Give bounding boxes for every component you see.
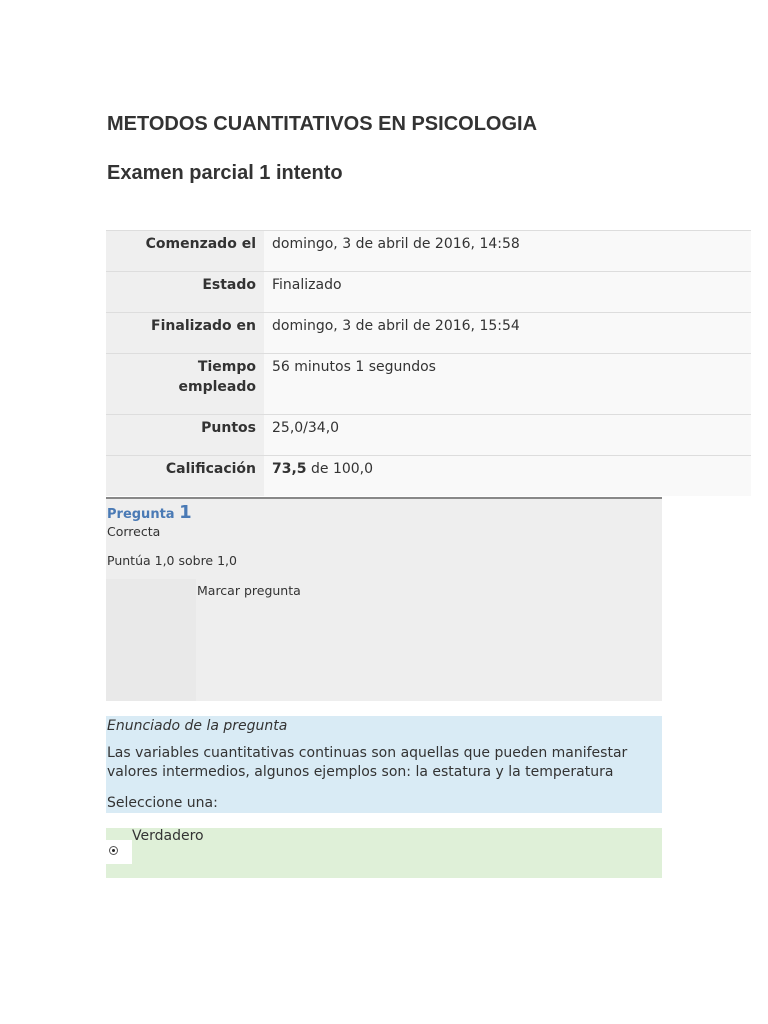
summary-label: Finalizado en: [106, 313, 264, 354]
radio-container: [106, 840, 132, 864]
statement-heading: Enunciado de la pregunta: [107, 718, 288, 734]
quiz-title: Examen parcial 1 intento: [107, 162, 343, 184]
summary-value: 25,0/34,0: [264, 415, 751, 456]
question-number-value: 1: [179, 502, 192, 523]
question-state: Correcta: [107, 524, 161, 539]
summary-row-started: [106, 231, 751, 272]
summary-row-grade: [106, 456, 751, 496]
attempt-summary-table: [106, 230, 751, 496]
flag-question-area: [196, 579, 662, 701]
flag-spacer: [106, 579, 196, 701]
flag-question-link[interactable]: Marcar pregunta: [197, 583, 301, 598]
question-number: [107, 502, 192, 523]
question-info-panel: [106, 497, 662, 701]
grade-value: 73,5: [272, 461, 307, 477]
course-title: METODOS CUANTITATIVOS EN PSICOLOGIA: [107, 113, 538, 135]
summary-row-time-taken: [106, 354, 751, 415]
summary-label: Calificación: [106, 456, 264, 496]
summary-value: domingo, 3 de abril de 2016, 14:58: [264, 231, 751, 272]
summary-label: Puntos: [106, 415, 264, 456]
summary-value: [264, 456, 751, 496]
summary-value: 56 minutos 1 segundos: [264, 354, 751, 415]
question-grade: Puntúa 1,0 sobre 1,0: [107, 553, 237, 568]
grade-max: de 100,0: [306, 461, 374, 477]
summary-label: Tiempo empleado: [106, 354, 264, 415]
question-prefix: Pregunta: [107, 507, 180, 522]
summary-row-state: [106, 272, 751, 313]
statement-text: Las variables cuantitativas continuas son aquellas que pueden manifestar valores intermedios, algunos ejemplos son: la estatura y la temperatura: [107, 745, 628, 780]
answer-prompt: Seleccione una:: [107, 795, 218, 811]
summary-value: domingo, 3 de abril de 2016, 15:54: [264, 313, 751, 354]
answer-label[interactable]: Verdadero: [132, 828, 204, 844]
summary-label: Comenzado el: [106, 231, 264, 272]
summary-value: Finalizado: [264, 272, 751, 313]
selected-radio-icon[interactable]: [109, 846, 118, 855]
answer-option-true[interactable]: [106, 828, 662, 878]
summary-row-finished: [106, 313, 751, 354]
summary-label: Estado: [106, 272, 264, 313]
question-formulation: [106, 716, 662, 813]
summary-row-points: [106, 415, 751, 456]
